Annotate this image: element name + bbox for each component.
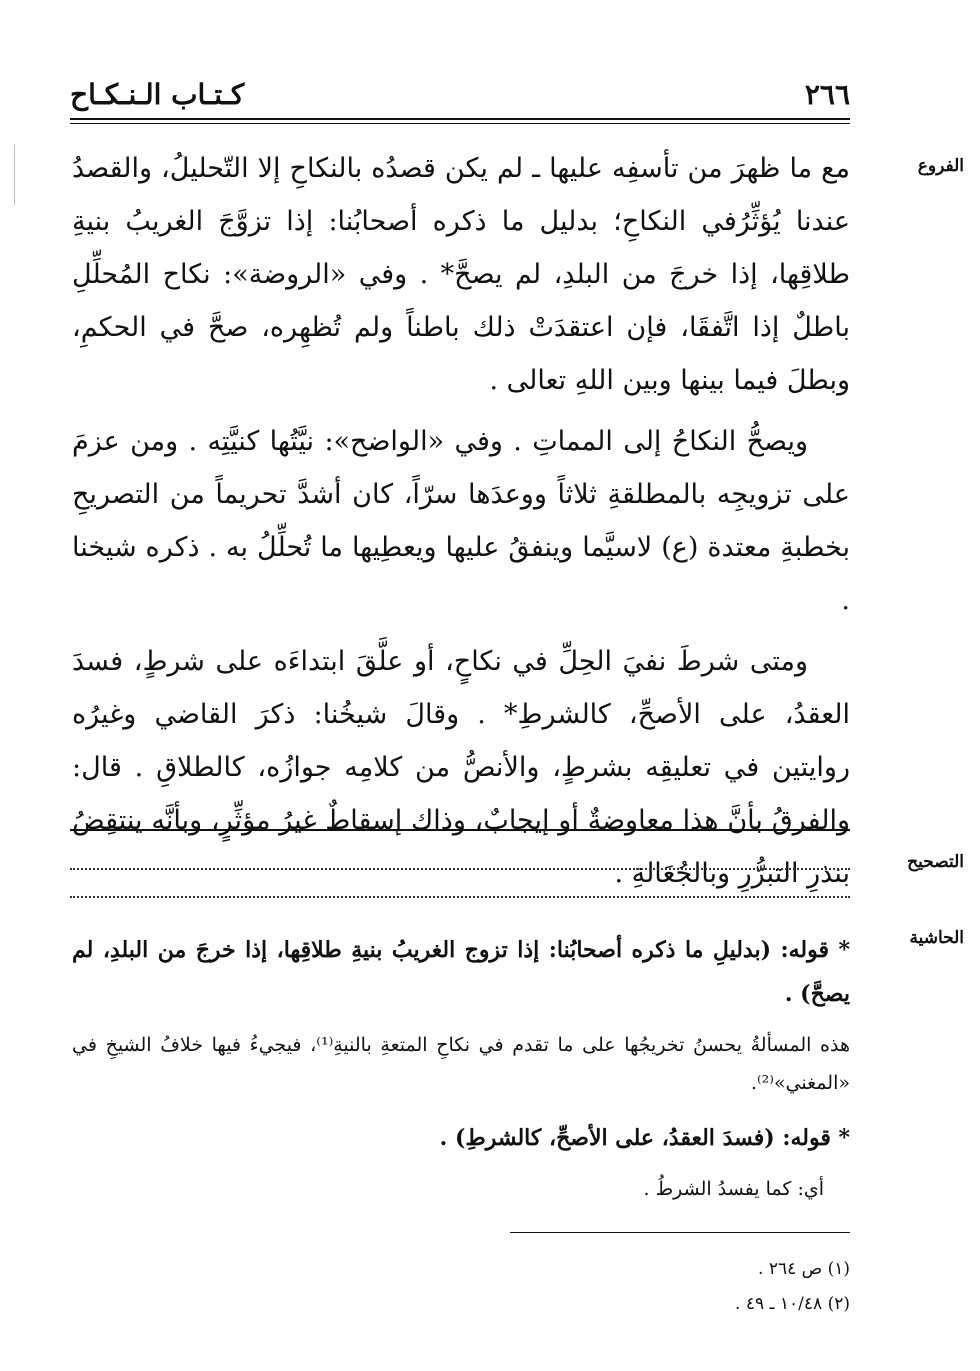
- margin-line: [14, 145, 15, 205]
- annotation-note-1-head: * قوله: (بدليلِ ما ذكره أصحابُنا: إذا تزوج الغريبُ بنيةِ طلاقِها، إذا خرجَ من البلدِ، لم يصحَّ) .: [72, 937, 850, 1007]
- side-label-corrections: التصحيح: [907, 852, 964, 872]
- side-label-annotation: الحاشية: [909, 928, 964, 948]
- side-label-section: الفروع: [917, 156, 964, 176]
- main-paragraph-1: مع ما ظهرَ من تأسفِه عليها ـ لم يكن قصدُه بالنكاحِ إلا التّحليلُ، والقصدُ عندنا يُؤثِّرُفي النكاحِ؛ بدليل ما ذكره أصحابُنا: إذا تزوَّجَ الغريبُ بنيةِ طلاقِها، إذا خرجَ من البلدِ، لم يصحَّ* . وفي «الروضة»: نكاح المُحلِّلِ باطلٌ إذا اتَّفقَا، فإن اعتقدَتْ ذلك باطناً ولم تُظهِره، صحَّ في الحكمِ، وبطلَ فيما بينها وبين اللهِ تعالى .: [72, 153, 850, 396]
- page-number: ٢٦٦: [804, 78, 850, 111]
- running-title: كـتـاب الـنـكـاح: [70, 78, 245, 111]
- main-text: [72, 142, 850, 908]
- main-paragraph-3: ومتى شرطَ نفيَ الحِلِّ في نكاحٍ، أو علَّقَ ابتداءَه على شرطٍ، فسدَ العقدُ، على الأصحِّ، كالشرطِ* . وقالَ شيخُنا: ذكرَ القاضي وغيرُه روايتين في تعليقِه بشرطٍ، والأنصُّ من كلامِه جوازُه، كالطلاقِ . قال: والفرقُ بأنَّ هذا معاوضةٌ أو إيجابٌ، وذاك إسقاطٌ غيرُ مؤثِّرٍ، وبأنَّه ينتقِضُ بنذرِ التبرُّرِ وبالجُعَالةِ .: [72, 646, 850, 889]
- corrections-dotted-line-1: [70, 868, 850, 870]
- footnotes: [520, 1252, 850, 1322]
- annotation-section: [72, 928, 850, 1222]
- footnote-rule: [510, 1232, 850, 1233]
- annotation-note-2-body: أي: كما يفسدُ الشرطُ .: [643, 1178, 824, 1200]
- annotation-note-2-head: * قوله: (فسدَ العقدُ، على الأصحِّ، كالشرطِ) .: [439, 1125, 850, 1151]
- page-header: [70, 72, 850, 120]
- header-rule-thin: [70, 123, 850, 124]
- main-paragraph-2: ويصحُّ النكاحُ إلى المماتِ . وفي «الواضح»: نيَّتُها كنيَّتِه . ومن عزمَ على تزويجِه بالمطلقةِ ثلاثاً ووعدَها سرّاً، كان أشدَّ تحريماً من التصريحِ بخطبةِ معتدة (ع) لاسيَّما وينفقُ عليها ويعطِيها ما تُحلِّلُ به . ذكره شيخنا .: [72, 426, 850, 616]
- footnote-2: (٢) ١٠/٤٨ ـ ٤٩ .: [735, 1294, 850, 1314]
- header-rule: [70, 118, 850, 120]
- annotation-note-1-body: هذه المسألةُ يحسنُ تخريجُها على ما تقدم في نكاحِ المتعةِ بالنيةِ⁽¹⁾، فيجيءُ فيها خلافُ الشيخِ في «المغني»⁽²⁾.: [72, 1034, 850, 1094]
- body-rule: [70, 829, 850, 831]
- footnote-1: (١) ص ٢٦٤ .: [758, 1259, 850, 1279]
- corrections-dotted-line-2: [70, 896, 850, 898]
